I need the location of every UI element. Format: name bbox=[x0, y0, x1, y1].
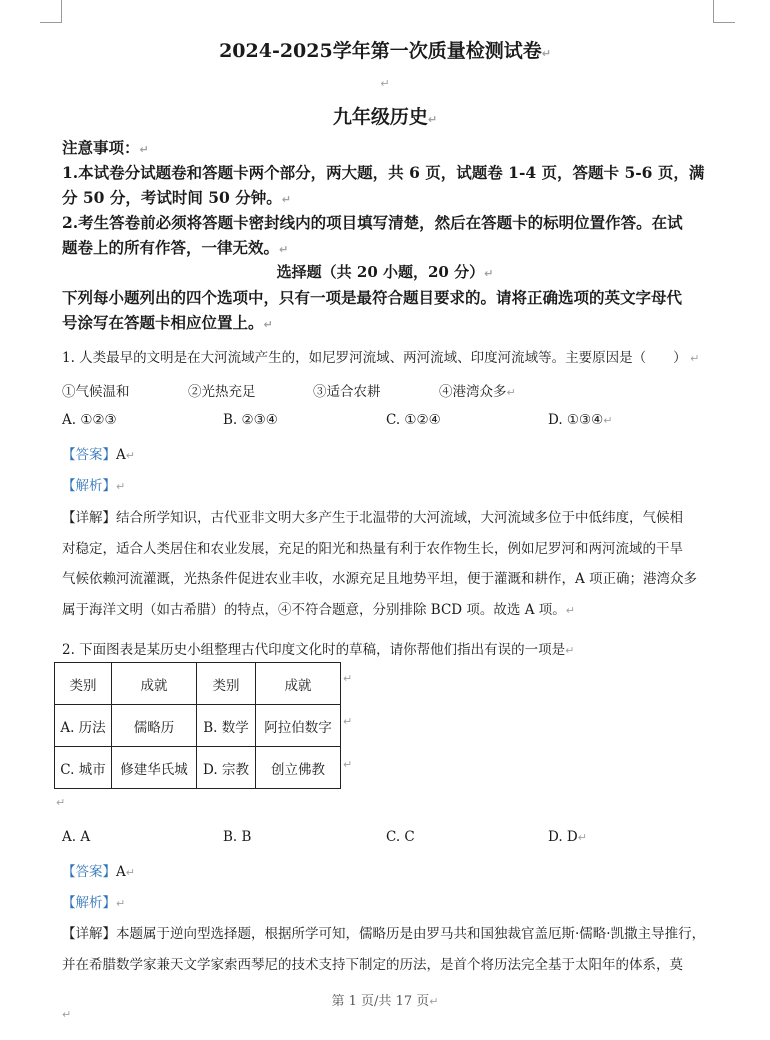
table-row bbox=[55, 747, 341, 789]
option-b: B. B bbox=[223, 829, 252, 845]
detail-paragraph: 并在希腊数学家兼天文学家索西琴尼的技术支持下制定的历法，是首个将历法完全基于太阳年的体系，莫 bbox=[62, 957, 683, 973]
exam-subtitle: 九年级历史↵ bbox=[332, 106, 438, 128]
blank-line: ↵ bbox=[380, 77, 390, 90]
table-cell: 成就 bbox=[256, 663, 341, 705]
notice-line: 题卷上的所有作答，一律无效。↵ bbox=[62, 238, 289, 257]
culture-table bbox=[54, 662, 341, 789]
section-heading: 选择题（共 20 小题，20 分）↵ bbox=[276, 263, 494, 281]
section-instruction: 号涂写在答题卡相应位置上。↵ bbox=[62, 313, 273, 332]
detail-paragraph: 对稳定，适合人类居住和农业发展，充足的阳光和热量有利于农作物生长，例如尼罗河和两河流域的干旱 bbox=[62, 541, 683, 557]
table-cell: 类别 bbox=[197, 663, 256, 705]
option-b: B. ②③④ bbox=[223, 412, 278, 428]
option-c: C. ①②④ bbox=[386, 412, 441, 428]
table-cell: D. 宗教 bbox=[197, 747, 256, 789]
table-cell: 创立佛教 bbox=[256, 747, 341, 789]
analysis-label: 【解析】↵ bbox=[62, 895, 126, 911]
option-a: A. ①②③ bbox=[62, 412, 117, 428]
page-footer: 第 1 页/共 17 页↵ bbox=[331, 994, 439, 1009]
question-2-stem: 2. 下面图表是某历史小组整理古代印度文化时的草稿，请你帮他们指出有误的一项是↵ bbox=[62, 642, 575, 658]
row-mark: ↵ bbox=[56, 796, 66, 809]
table-cell: 儒略历 bbox=[112, 705, 197, 747]
crop-mark bbox=[713, 0, 714, 22]
crop-mark bbox=[40, 22, 62, 23]
option-d: D. ①③④↵ bbox=[548, 412, 613, 428]
option-a: A. A bbox=[62, 829, 91, 845]
table-row bbox=[55, 705, 341, 747]
table-cell: 修建华氏城 bbox=[112, 747, 197, 789]
table-cell: 类别 bbox=[55, 663, 112, 705]
answer-label: 【答案】A↵ bbox=[62, 447, 135, 463]
notice-line: 2.考生答卷前必须将答题卡密封线内的项目填写清楚，然后在答题卡的标明位置作答。在试 bbox=[62, 213, 683, 232]
detail-paragraph: 【详解】本题属于逆向型选择题，根据所学可知，儒略历是由罗马共和国独裁官盖厄斯·儒略·凯撒主导推行， bbox=[62, 926, 706, 942]
notice-heading: 注意事项：↵ bbox=[62, 138, 149, 157]
detail-paragraph: 气候依赖河流灌溉，光热条件促进农业丰收，水源充足且地势平坦，便于灌溉和耕作，A 项正确；港湾众多 bbox=[62, 571, 698, 587]
question-1-stem: 1. 人类最早的文明是在大河流域产生的，如尼罗河流域、两河流域、印度河流域等。主要原因是（ ） ↵ bbox=[62, 350, 700, 366]
row-mark: ↵ bbox=[343, 758, 353, 771]
table-cell: A. 历法 bbox=[55, 705, 112, 747]
table-cell: B. 数学 bbox=[197, 705, 256, 747]
option-d: D. D↵ bbox=[548, 829, 587, 845]
crop-mark bbox=[713, 22, 735, 23]
detail-paragraph: 【详解】结合所学知识，古代亚非文明大多产生于北温带的大河流域，大河流域多位于中低纬度，气候相 bbox=[62, 510, 683, 526]
row-mark: ↵ bbox=[343, 715, 353, 728]
table-cell: 阿拉伯数字 bbox=[256, 705, 341, 747]
notice-line: 1.本试卷分试题卷和答题卡两个部分，两大题，共 6 页，试题卷 1-4 页，答题卡 5-6 页，满 bbox=[62, 163, 705, 182]
statement-1: ①气候温和 bbox=[62, 384, 130, 400]
table-cell: 成就 bbox=[112, 663, 197, 705]
section-instruction: 下列每小题列出的四个选项中，只有一项是最符合题目要求的。请将正确选项的英文字母代 bbox=[62, 288, 683, 307]
crop-mark bbox=[61, 0, 62, 22]
option-c: C. C bbox=[386, 829, 415, 845]
exam-title: 2024-2025学年第一次质量检测试卷↵ bbox=[219, 40, 551, 62]
statement-4: ④港湾众多↵ bbox=[439, 384, 516, 400]
row-mark: ↵ bbox=[343, 672, 353, 685]
statement-2: ②光热充足 bbox=[188, 384, 256, 400]
analysis-label: 【解析】↵ bbox=[62, 478, 126, 494]
row-mark: ↵ bbox=[62, 1008, 72, 1021]
answer-label: 【答案】A↵ bbox=[62, 864, 135, 880]
notice-line: 分 50 分，考试时间 50 分钟。↵ bbox=[62, 188, 291, 207]
statement-3: ③适合农耕 bbox=[313, 384, 381, 400]
detail-paragraph: 属于海洋文明（如古希腊）的特点，④不符合题意，分别排除 BCD 项。故选 A 项。↵ bbox=[62, 602, 575, 618]
table-cell: C. 城市 bbox=[55, 747, 112, 789]
table-row bbox=[55, 663, 341, 705]
